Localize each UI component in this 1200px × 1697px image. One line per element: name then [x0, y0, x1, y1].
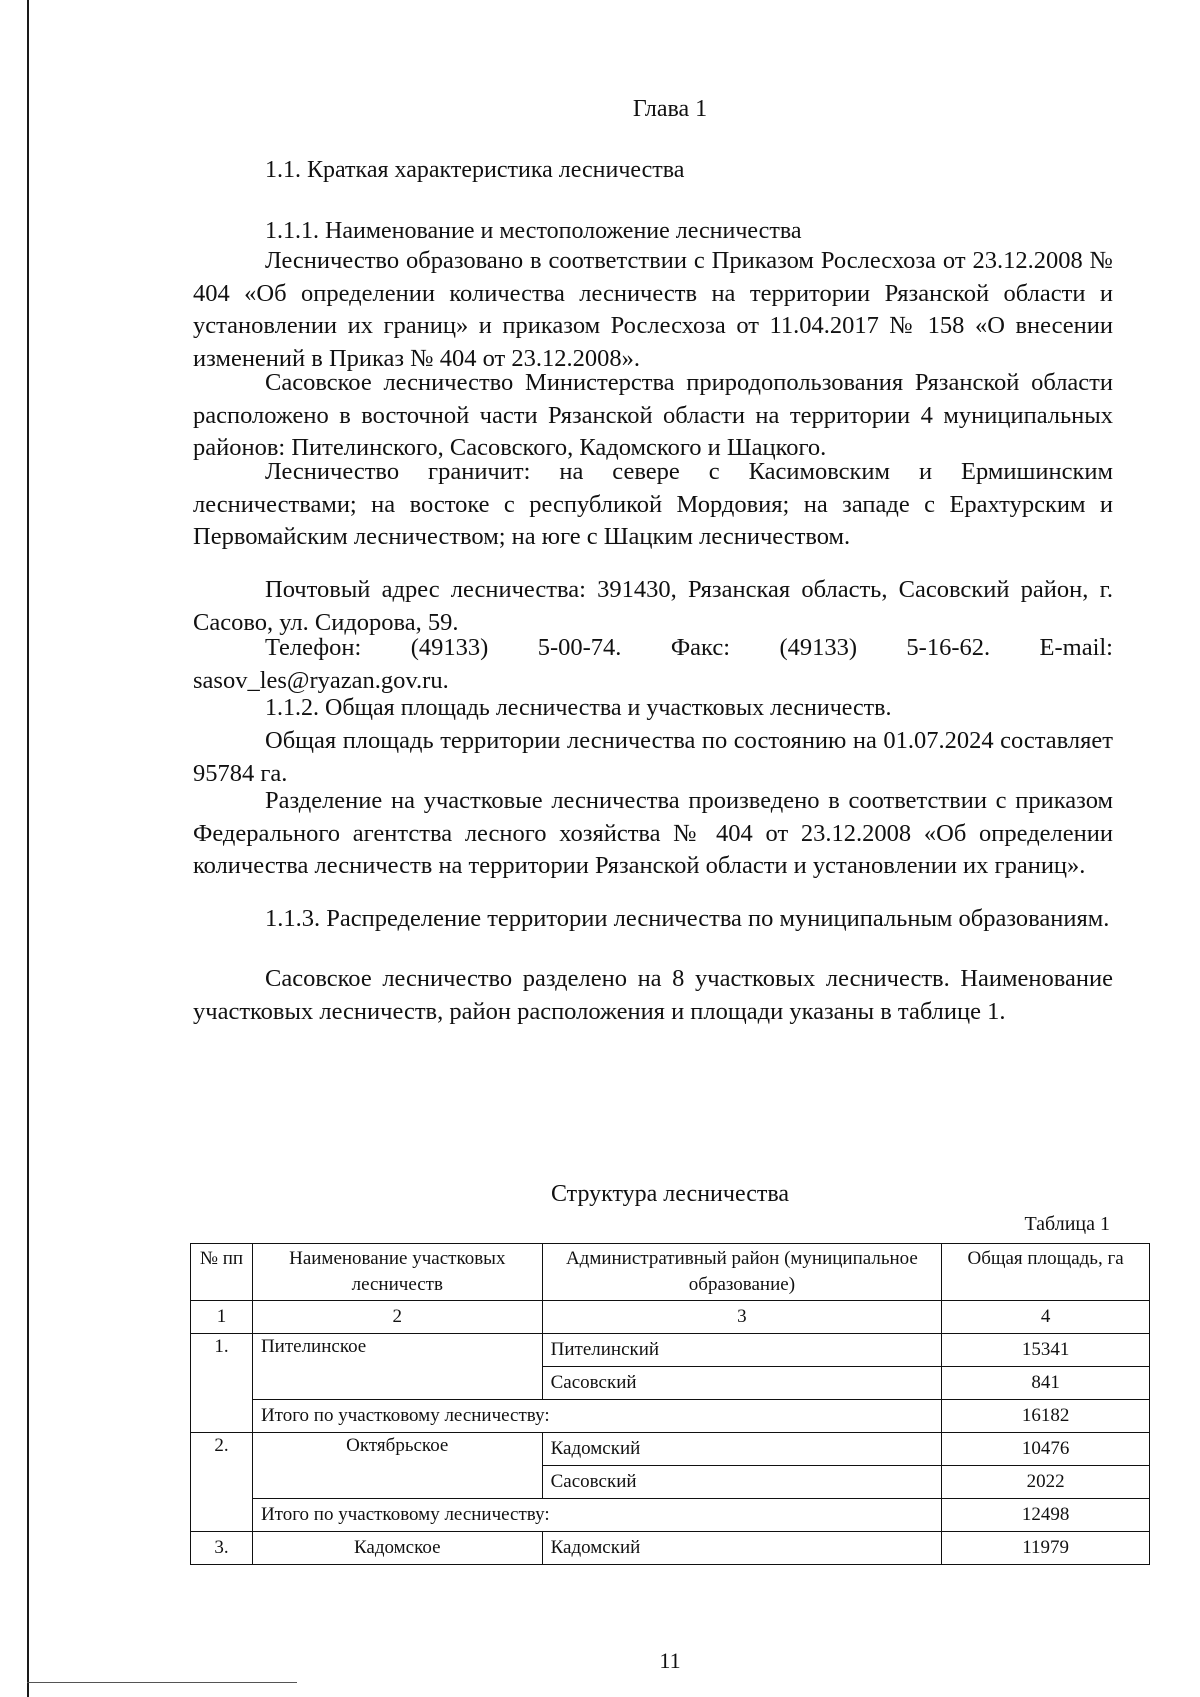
paragraph-text: Лесничество образовано в соответствии с Приказом Рослесхоза от 23.12.2008 № 404 «Об определении количества лесничеств на территории Рязанской области и установлении их границ» и приказом Рослесхоза от 11.04.2017 № 158 «О внесении изменений в Приказ № 404 от 23.12.2008». [193, 247, 1113, 372]
column-number: 4 [942, 1301, 1150, 1334]
table-column-numbers-row [191, 1301, 1150, 1334]
row-forestry-name: Пителинское [252, 1334, 542, 1400]
row-district: Сасовский [542, 1466, 942, 1499]
paragraph-postal-address [193, 574, 1113, 639]
column-number: 2 [252, 1301, 542, 1334]
section-1-1-2-heading: 1.1.2. Общая площадь лесничества и участковых лесничеств. [265, 695, 892, 721]
scan-edge-left [27, 0, 29, 1697]
row-num: 3. [191, 1532, 253, 1565]
forestry-structure-table [190, 1243, 1150, 1565]
page-number: 11 [659, 1648, 681, 1673]
column-number: 1 [191, 1301, 253, 1334]
paragraph-borders [193, 456, 1113, 554]
header-area: Общая площадь, га [942, 1244, 1150, 1301]
column-number: 3 [542, 1301, 942, 1334]
table-header-row [191, 1244, 1150, 1301]
table-caption: Таблица 1 [1024, 1213, 1110, 1235]
table-total-row [191, 1400, 1150, 1433]
table-row [191, 1433, 1150, 1466]
total-area: 16182 [942, 1400, 1150, 1433]
section-1-1-3-heading [193, 903, 1113, 936]
row-district: Сасовский [542, 1367, 942, 1400]
paragraph-location [193, 367, 1113, 465]
scan-edge-bottom [27, 1682, 297, 1683]
table-row [191, 1532, 1150, 1565]
paragraph-division [193, 785, 1113, 883]
table-row [191, 1334, 1150, 1367]
total-label: Итого по участковому лесничеству: [252, 1400, 941, 1433]
paragraph-text: Сасовское лесничество разделено на 8 участковых лесничеств. Наименование участковых лесничеств, район расположения и площади указаны в таблице 1. [193, 965, 1113, 1025]
chapter-heading: Глава 1 [632, 96, 708, 122]
header-district: Административный район (муниципальное образование) [542, 1244, 942, 1301]
row-num: 2. [191, 1433, 253, 1532]
row-area: 10476 [942, 1433, 1150, 1466]
row-area: 2022 [942, 1466, 1150, 1499]
section-1-1-heading: 1.1. Краткая характеристика лесничества [265, 157, 685, 183]
paragraph-text: 1.1.3. Распределение территории лесничества по муниципальным образованиям. [265, 905, 1110, 932]
paragraph-text: Почтовый адрес лесничества: 391430, Рязанская область, Сасовский район, г. Сасово, ул. Сидорова, 59. [193, 576, 1113, 636]
paragraph-total-area [193, 725, 1113, 790]
row-forestry-name: Октябрьское [252, 1433, 542, 1499]
paragraph-text: Лесничество граничит: на севере с Касимовским и Ермишинским лесничествами; на востоке с республикой Мордовия; на западе с Ерахтурским и Первомайским лесничеством; на юге с Шацким лесничеством. [193, 458, 1113, 550]
total-area: 12498 [942, 1499, 1150, 1532]
paragraph-text: Телефон: (49133) 5-00-74. Факс: (49133) 5-16-62. E-mail: sasov_les@ryazan.gov.ru. [193, 634, 1113, 694]
row-num: 1. [191, 1334, 253, 1433]
row-area: 11979 [942, 1532, 1150, 1565]
row-area: 15341 [942, 1334, 1150, 1367]
paragraph-text: Разделение на участковые лесничества произведено в соответствии с приказом Федерального агентства лесного хозяйства № 404 от 23.12.2008 «Об определении количества лесничеств на территории Рязанской области и установлении их границ». [193, 787, 1113, 879]
row-area: 841 [942, 1367, 1150, 1400]
table-total-row [191, 1499, 1150, 1532]
paragraph-table-intro [193, 963, 1113, 1028]
paragraph-contacts [193, 632, 1113, 697]
table-title: Структура лесничества [550, 1181, 790, 1207]
header-name: Наименование участковых лесничеств [252, 1244, 542, 1301]
row-forestry-name: Кадомское [252, 1532, 542, 1565]
row-district: Кадомский [542, 1433, 942, 1466]
paragraph-text: Сасовское лесничество Министерства природопользования Рязанской области расположено в восточной части Рязанской области на территории 4 муниципальных районов: Пителинского, Сасовского, Кадомского и Шацкого. [193, 369, 1113, 461]
total-label: Итого по участковому лесничеству: [252, 1499, 941, 1532]
section-1-1-1-heading: 1.1.1. Наименование и местоположение лесничества [265, 218, 802, 244]
paragraph-text: Общая площадь территории лесничества по состоянию на 01.07.2024 составляет 95784 га. [193, 727, 1113, 787]
paragraph-establishment [193, 245, 1113, 375]
row-district: Пителинский [542, 1334, 942, 1367]
row-district: Кадомский [542, 1532, 942, 1565]
header-num: № пп [191, 1244, 253, 1301]
